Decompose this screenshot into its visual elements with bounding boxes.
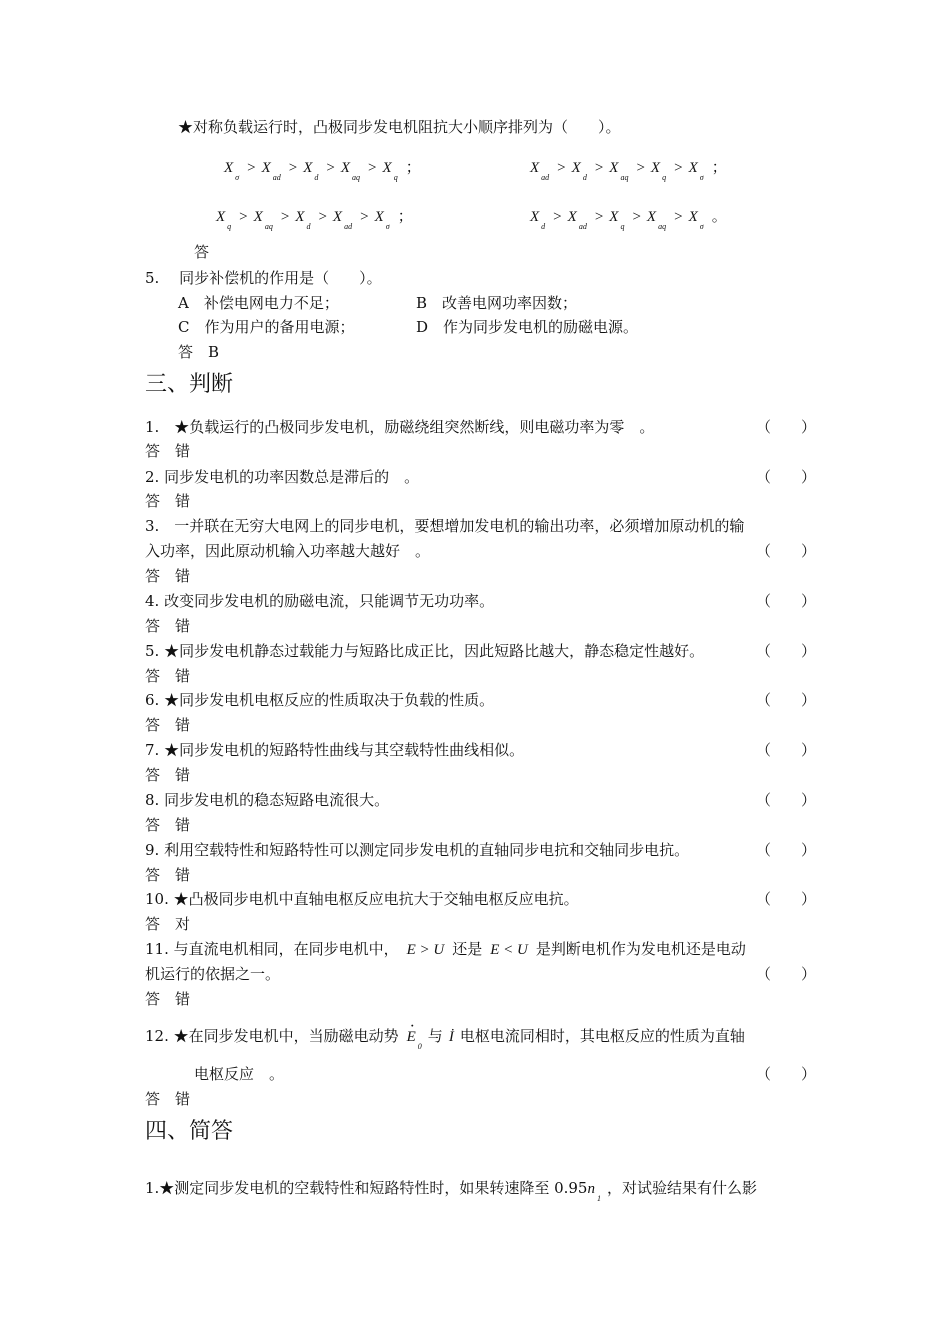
greater-than-sign: > bbox=[326, 160, 335, 176]
judge-item-1-answer: 答 错 bbox=[145, 442, 191, 460]
option-terminator: ； bbox=[405, 160, 421, 176]
reactance-subscript: ad bbox=[578, 222, 587, 231]
short-answer-1 bbox=[145, 1179, 757, 1203]
judge-item-11-paren: （ ） bbox=[756, 965, 817, 983]
section-4-title: 四、简答 bbox=[145, 1119, 234, 1144]
reactance-subscript: σ bbox=[385, 222, 390, 231]
reactance-subscript: q bbox=[227, 222, 232, 231]
reactance-symbol: X bbox=[609, 160, 619, 176]
judge-item-9-answer: 答 错 bbox=[145, 866, 191, 884]
judge-item-12-paren: （ ） bbox=[756, 1065, 817, 1083]
judge-item-3: 3. 一并联在无穷大电网上的同步电机，要想增加发电机的输出功率，必须增加原动机的输 bbox=[145, 517, 745, 535]
reactance-symbol: X bbox=[688, 209, 698, 225]
q4-option-2 bbox=[530, 158, 733, 182]
judge-item-12-current-symbol: İ bbox=[448, 1029, 454, 1045]
short-answer-1-variable: n bbox=[587, 1181, 595, 1197]
reactance-subscript: d bbox=[582, 173, 587, 182]
q4-option-4 bbox=[530, 207, 733, 231]
greater-than-sign: > bbox=[632, 209, 641, 225]
reactance-subscript: q bbox=[620, 222, 625, 231]
judge-item-11-formula-1: E > U bbox=[406, 942, 445, 958]
option-terminator: 。 bbox=[711, 209, 727, 225]
judge-item-7-paren: （ ） bbox=[756, 741, 817, 759]
short-answer-1-subscript: 1 bbox=[596, 1194, 601, 1203]
judge-item-6-answer: 答 错 bbox=[145, 716, 191, 734]
reactance-symbol: X bbox=[646, 209, 657, 225]
judge-item-12-text: 12. ★在同步发电机中，当励磁电动势 bbox=[145, 1027, 399, 1045]
q5-option-c: C 作为用户的备用电源； bbox=[178, 318, 355, 336]
q4-option-1 bbox=[224, 158, 427, 182]
judge-item-10: 10. ★凸极同步电机中直轴电枢反应电抗大于交轴电枢反应电抗。 bbox=[145, 890, 579, 908]
judge-item-7-answer: 答 错 bbox=[145, 766, 191, 784]
reactance-symbol: X bbox=[340, 160, 351, 176]
judge-item-12-line2: 电枢反应 。 bbox=[194, 1065, 285, 1083]
judge-item-12-mid: 与 bbox=[427, 1027, 443, 1045]
reactance-subscript: aq bbox=[620, 173, 629, 182]
q4-option-3 bbox=[216, 207, 419, 231]
greater-than-sign: > bbox=[557, 160, 566, 176]
judge-item-4-paren: （ ） bbox=[756, 592, 817, 610]
judge-item-11 bbox=[145, 940, 746, 959]
judge-item-3-paren: （ ） bbox=[756, 542, 817, 560]
reactance-symbol: X bbox=[609, 209, 619, 225]
reactance-symbol: X bbox=[224, 160, 234, 176]
judge-item-5: 5. ★同步发电机静态过载能力与短路比成正比，因此短路比越大，静态稳定性越好。 bbox=[145, 642, 705, 660]
section-3-title: 三、判断 bbox=[145, 372, 234, 397]
greater-than-sign: > bbox=[594, 209, 604, 225]
reactance-subscript: q bbox=[662, 173, 667, 182]
reactance-symbol: X bbox=[530, 160, 540, 176]
judge-item-11-formula-2: E < U bbox=[490, 942, 528, 958]
q4-stem: ★对称负载运行时，凸极同步发电机阻抗大小顺序排列为（ ）。 bbox=[178, 118, 621, 136]
option-terminator: ； bbox=[397, 209, 413, 225]
greater-than-sign: > bbox=[288, 160, 298, 176]
q5-option-d: D 作为同步发电机的励磁电源。 bbox=[416, 318, 639, 336]
q5-option-a: A 补偿电网电力不足； bbox=[178, 294, 339, 312]
reactance-subscript: d bbox=[306, 222, 311, 231]
judge-item-1-paren: （ ） bbox=[756, 418, 817, 436]
greater-than-sign: > bbox=[247, 160, 256, 176]
reactance-subscript: σ bbox=[699, 173, 704, 182]
reactance-subscript: q bbox=[393, 173, 398, 182]
judge-item-10-answer: 答 对 bbox=[145, 915, 191, 933]
judge-item-4-answer: 答 错 bbox=[145, 617, 191, 635]
greater-than-sign: > bbox=[674, 209, 683, 225]
judge-item-1: 1. ★负载运行的凸极同步发电机，励磁绕组突然断线，则电磁功率为零 。 bbox=[145, 418, 655, 436]
reactance-symbol: X bbox=[216, 209, 226, 225]
judge-item-2-paren: （ ） bbox=[756, 468, 817, 486]
judge-item-12-emf-symbol: · E bbox=[407, 1028, 416, 1046]
reactance-subscript: aq bbox=[658, 222, 667, 231]
reactance-subscript: σ bbox=[235, 173, 240, 182]
judge-item-3-answer: 答 错 bbox=[145, 567, 191, 585]
greater-than-sign: > bbox=[674, 160, 683, 176]
judge-item-7: 7. ★同步发电机的短路特性曲线与其空载特性曲线相似。 bbox=[145, 741, 525, 759]
greater-than-sign: > bbox=[360, 209, 369, 225]
judge-item-11-answer: 答 错 bbox=[145, 990, 191, 1008]
greater-than-sign: > bbox=[553, 209, 562, 225]
q5-answer: 答 B bbox=[178, 343, 220, 361]
judge-item-11-line2: 机运行的依据之一。 bbox=[145, 965, 281, 983]
judge-item-8: 8. 同步发电机的稳态短路电流很大。 bbox=[145, 791, 390, 809]
reactance-symbol: X bbox=[295, 209, 305, 225]
reactance-symbol: X bbox=[382, 160, 392, 176]
judge-item-4: 4. 改变同步发电机的励磁电流，只能调节无功功率。 bbox=[145, 592, 495, 610]
short-answer-1-tail: ，对试验结果有什么影 bbox=[606, 1179, 757, 1197]
reactance-subscript: ad bbox=[344, 222, 353, 231]
judge-item-2-answer: 答 错 bbox=[145, 492, 191, 510]
reactance-symbol: X bbox=[332, 209, 343, 225]
option-terminator: ； bbox=[711, 160, 727, 176]
judge-item-12 bbox=[145, 1027, 745, 1051]
greater-than-sign: > bbox=[318, 209, 327, 225]
judge-item-6-paren: （ ） bbox=[756, 691, 817, 709]
judge-item-8-answer: 答 错 bbox=[145, 816, 191, 834]
judge-item-12-answer: 答 错 bbox=[145, 1090, 191, 1108]
reactance-subscript: σ bbox=[699, 222, 704, 231]
greater-than-sign: > bbox=[636, 160, 645, 176]
reactance-symbol: X bbox=[374, 209, 384, 225]
reactance-subscript: aq bbox=[264, 222, 273, 231]
short-answer-1-head: 1.★测定同步发电机的空载特性和短路特性时，如果转速降至 0.95 bbox=[145, 1179, 588, 1197]
reactance-symbol: X bbox=[261, 160, 271, 176]
greater-than-sign: > bbox=[239, 209, 248, 225]
judge-item-10-paren: （ ） bbox=[756, 890, 817, 908]
reactance-subscript: ad bbox=[272, 173, 281, 182]
greater-than-sign: > bbox=[594, 160, 604, 176]
reactance-symbol: X bbox=[688, 160, 698, 176]
judge-item-8-paren: （ ） bbox=[756, 791, 817, 809]
reactance-subscript: ad bbox=[541, 173, 550, 182]
reactance-symbol: X bbox=[567, 209, 577, 225]
judge-item-11-mid: 还是 bbox=[452, 940, 483, 958]
reactance-subscript: aq bbox=[352, 173, 361, 182]
reactance-symbol: X bbox=[650, 160, 661, 176]
reactance-subscript: d bbox=[541, 222, 546, 231]
reactance-symbol: X bbox=[253, 209, 263, 225]
greater-than-sign: > bbox=[368, 160, 377, 176]
judge-item-12-tail: 电枢电流同相时，其电枢反应的性质为直轴 bbox=[459, 1027, 745, 1045]
judge-item-9: 9. 利用空载特性和短路特性可以测定同步发电机的直轴同步电抗和交轴同步电抗。 bbox=[145, 841, 690, 859]
judge-item-11-text: 11. 与直流电机相同，在同步电机中， bbox=[145, 940, 399, 958]
judge-item-11-tail: 是判断电机作为发电机还是电动 bbox=[535, 940, 746, 958]
judge-item-9-paren: （ ） bbox=[756, 841, 817, 859]
reactance-subscript: d bbox=[314, 173, 319, 182]
reactance-symbol: X bbox=[303, 160, 313, 176]
judge-item-5-answer: 答 错 bbox=[145, 667, 191, 685]
judge-item-2: 2. 同步发电机的功率因数总是滞后的 。 bbox=[145, 468, 420, 486]
q5-stem: 5. 同步补偿机的作用是（ ）。 bbox=[145, 269, 382, 287]
judge-item-3-line2: 入功率，因此原动机输入功率越大越好 。 bbox=[145, 542, 431, 560]
greater-than-sign: > bbox=[280, 209, 290, 225]
q5-option-b: B 改善电网功率因数； bbox=[416, 294, 578, 312]
judge-item-12-emf-subscript: 0 bbox=[417, 1042, 422, 1051]
reactance-symbol: X bbox=[530, 209, 540, 225]
q4-answer: 答 bbox=[194, 243, 210, 261]
reactance-symbol: X bbox=[571, 160, 581, 176]
judge-item-5-paren: （ ） bbox=[756, 642, 817, 660]
judge-item-6: 6. ★同步发电机电枢反应的性质取决于负载的性质。 bbox=[145, 691, 495, 709]
